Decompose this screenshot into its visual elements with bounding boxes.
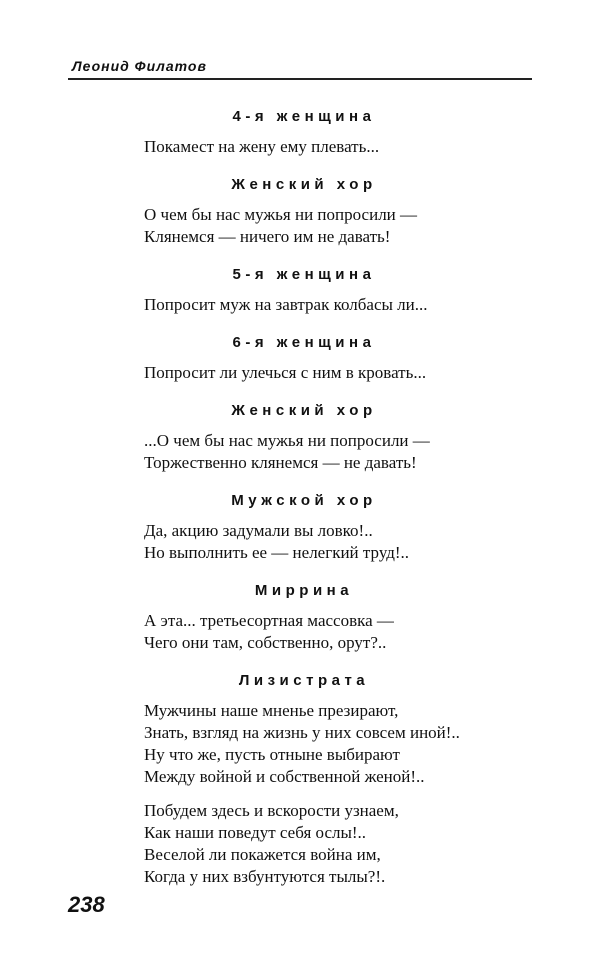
verse-line: О чем бы нас мужья ни попросили — [144,205,418,224]
page-content [144,104,544,902]
speaker-heading: Лизистрата [238,672,370,689]
verse-line: Чего они там, собственно, орут?.. [144,633,387,652]
verse-line: Знать, взгляд на жизнь у них совсем иной!.. [144,723,460,742]
speaker-heading: Женский хор [231,176,377,193]
verse-line: Ну что же, пусть отныне выбирают [144,745,400,764]
verse-block [144,294,544,316]
verse-line: Между войной и собственной женой!.. [144,767,425,786]
speaker-heading: Миррина [254,582,354,599]
speaker-heading: Мужской хор [231,492,377,509]
verse-block [144,362,544,384]
verse-line: Попросит ли улечься с ним в кровать... [144,363,427,382]
verse-block [144,610,544,654]
speaker-heading: 6-я женщина [232,334,376,351]
verse-line: Веселой ли покажется война им, [144,845,381,864]
verse-line: Попросит муж на завтрак колбасы ли... [144,295,428,314]
verse-block [144,136,544,158]
verse-line: Да, акцию задумали вы ловко!.. [144,521,373,540]
verse-line: Мужчины наше мненье презирают, [144,701,399,720]
verse-block [144,430,544,474]
verse-line: Как наши поведут себя ослы!.. [144,823,367,842]
verse-block [144,520,544,564]
speaker-heading: 5-я женщина [232,266,376,283]
verse-line: Торжественно клянемся — не давать! [144,453,417,472]
verse-block [144,700,544,888]
speaker-heading: 4-я женщина [232,108,376,125]
stanza-gap [144,788,544,800]
page-number: 238 [68,892,105,917]
header-author: Леонид Филатов [72,58,207,74]
verse-line: Побудем здесь и вскорости узнаем, [144,801,399,820]
verse-line: Но выполнить ее — нелегкий труд!.. [144,543,410,562]
verse-line: А эта... третьесортная массовка — [144,611,394,630]
speaker-heading: Женский хор [231,402,377,419]
verse-line: ...О чем бы нас мужья ни попросили — [144,431,430,450]
verse-line: Клянемся — ничего им не давать! [144,227,391,246]
running-header [68,54,532,80]
verse-block [144,204,544,248]
verse-line: Когда у них взбунтуются тылы?!. [144,867,386,886]
verse-line: Покамест на жену ему плевать... [144,137,380,156]
